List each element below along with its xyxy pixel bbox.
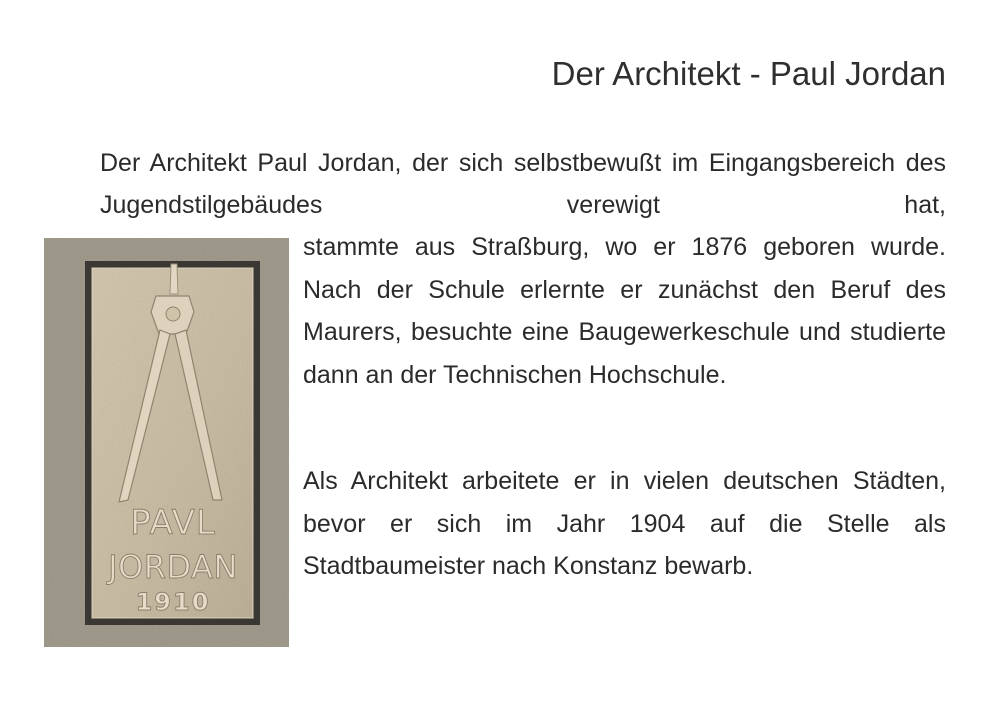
- inscription-name-first: PAVL: [130, 503, 216, 543]
- inscription-year: 1910: [135, 588, 211, 616]
- stone-relief-image: [44, 238, 289, 647]
- page-title: Der Architekt - Paul Jordan: [551, 55, 946, 92]
- intro-paragraph-rest: stammte aus Straßburg, wo er 1876 geboren wurde. Nach der Schule erlernte er zunächst den Beruf des Maurers, besuchte eine Baugewerkeschule und studierte dann an der Technischen Hochschule.: [303, 233, 946, 389]
- inscription-name-last: JORDAN: [108, 548, 238, 586]
- intro-paragraph-lead: Der Architekt Paul Jordan, der sich selbstbewußt im Eingangsbereich des Jugendstilgebäudes verewigt hat,: [100, 149, 946, 219]
- career-paragraph: Als Architekt arbeitete er in vielen deutschen Städten, bevor er sich im Jahr 1904 auf die Stelle als Stadtbaumeister nach Konstanz bewarb.: [303, 467, 946, 580]
